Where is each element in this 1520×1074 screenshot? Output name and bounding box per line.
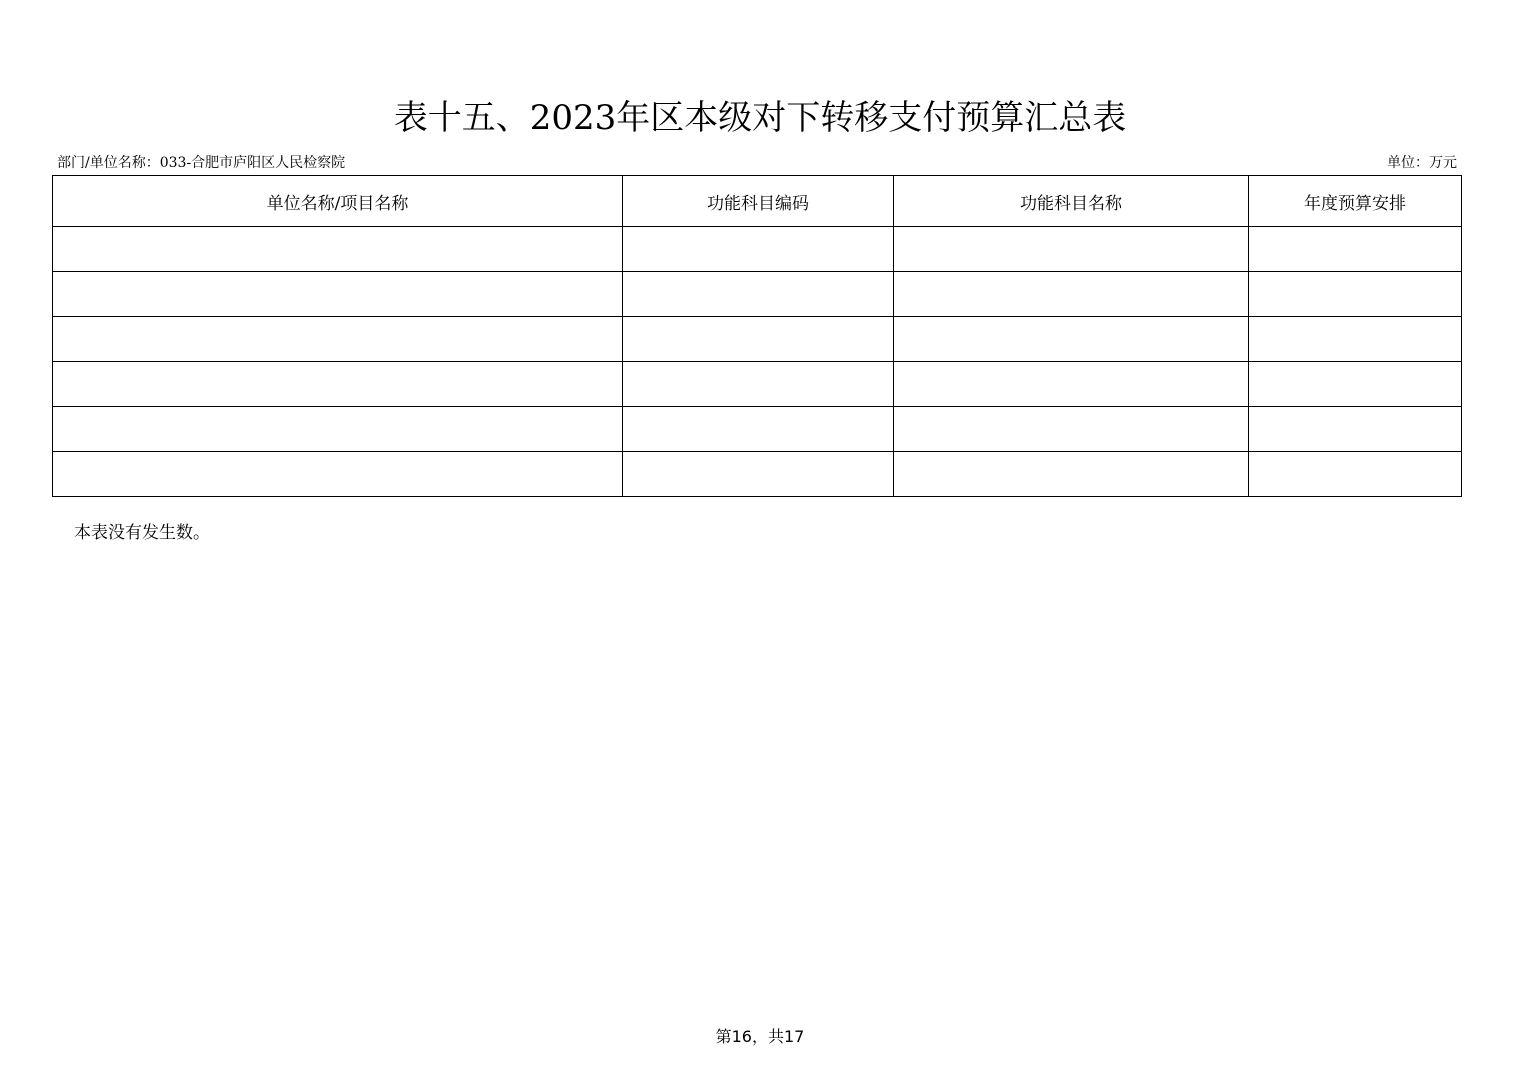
table-row (53, 227, 1462, 272)
table-cell (894, 272, 1249, 317)
table-cell (1249, 272, 1462, 317)
table-cell (894, 317, 1249, 362)
table-cell (623, 272, 894, 317)
table-cell (1249, 452, 1462, 497)
table-cell (623, 452, 894, 497)
table-row (53, 317, 1462, 362)
column-header-unit-project-name: 单位名称/项目名称 (53, 176, 623, 227)
column-header-annual-budget: 年度预算安排 (1249, 176, 1462, 227)
table-note: 本表没有发生数。 (74, 523, 210, 543)
column-header-function-name: 功能科目名称 (894, 176, 1249, 227)
table-cell (53, 227, 623, 272)
table-cell (53, 452, 623, 497)
table-cell (623, 407, 894, 452)
page-number: 第16，共17 (715, 1027, 805, 1046)
table-cell (623, 362, 894, 407)
unit-label: 单位：万元 (1387, 155, 1457, 171)
table-cell (894, 362, 1249, 407)
table-row (53, 407, 1462, 452)
table-row (53, 272, 1462, 317)
budget-table (52, 175, 1462, 497)
page-title: 表十五、2023年区本级对下转移支付预算汇总表 (393, 98, 1127, 138)
table-row (53, 452, 1462, 497)
table-cell (1249, 227, 1462, 272)
table-cell (53, 317, 623, 362)
table-row (53, 362, 1462, 407)
table-cell (623, 227, 894, 272)
table-cell (894, 407, 1249, 452)
table-cell (894, 227, 1249, 272)
table-cell (623, 317, 894, 362)
table-header-row (53, 176, 1462, 227)
column-header-function-code: 功能科目编码 (623, 176, 894, 227)
table-cell (1249, 407, 1462, 452)
table-cell (53, 407, 623, 452)
table-cell (1249, 317, 1462, 362)
department-label: 部门/单位名称：033-合肥市庐阳区人民检察院 (57, 155, 346, 171)
table-cell (53, 362, 623, 407)
table-cell (894, 452, 1249, 497)
table-cell (53, 272, 623, 317)
table-cell (1249, 362, 1462, 407)
